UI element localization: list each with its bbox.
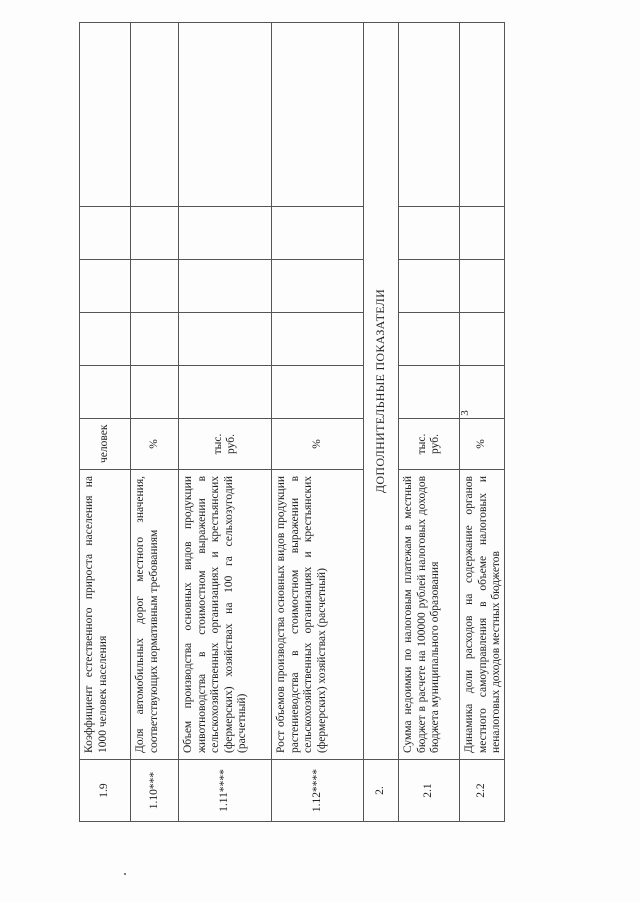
value-cell [460, 207, 505, 260]
value-cell [179, 260, 272, 313]
page-number: 3 [458, 410, 471, 416]
value-cell [460, 23, 505, 207]
section-number: 2. [364, 760, 399, 822]
table-row [131, 23, 179, 822]
value-cell [80, 260, 131, 313]
value-cell [272, 207, 364, 260]
value-cell [179, 207, 272, 260]
table-row [179, 23, 272, 822]
value-cell [272, 366, 364, 419]
section-header-row [364, 23, 399, 822]
value-cell [460, 260, 505, 313]
row-number: 2.2 [460, 760, 505, 822]
indicator-name: Доля автомобильных дорог местного значения, соответствующих нормативным требованиям [131, 470, 179, 760]
row-number: 1.12**** [272, 760, 364, 822]
value-cell [131, 260, 179, 313]
indicator-name: Сумма недоимки по налоговым платежам в местный бюджет в расчете на 100000 рублей налоговых доходов бюджета муниципального образования [399, 470, 460, 760]
unit-cell: % [460, 419, 505, 470]
value-cell [80, 313, 131, 366]
unit-cell: тыс. руб. [179, 419, 272, 470]
rotated-table-wrapper [79, 22, 502, 822]
value-cell [131, 313, 179, 366]
unit-cell: % [131, 419, 179, 470]
value-cell [272, 313, 364, 366]
table-row [272, 23, 364, 822]
value-cell [179, 23, 272, 207]
value-cell [80, 366, 131, 419]
indicator-name: Рост объемов производства основных видов продукции растениеводства в стоимостном выражении в сельскохозяйственных организациях и крестьянских (фермерских) хозяйствах (расчетный) [272, 470, 364, 760]
row-number: 1.11**** [179, 760, 272, 822]
unit-cell: % [272, 419, 364, 470]
value-cell [179, 366, 272, 419]
value-cell [131, 23, 179, 207]
value-cell [399, 207, 460, 260]
value-cell [399, 23, 460, 207]
value-cell [80, 207, 131, 260]
indicator-name: Коэффициент естественного прироста населения на 1000 человек населения [80, 470, 131, 760]
indicator-name: Динамика доли расходов на содержание органов местного самоуправления в объеме налоговых и неналоговых доходов местных бюджетов [460, 470, 505, 760]
value-cell [399, 366, 460, 419]
value-cell [80, 23, 131, 207]
scan-speck [124, 873, 126, 875]
value-cell [399, 260, 460, 313]
row-number: 2.1 [399, 760, 460, 822]
value-cell [399, 313, 460, 366]
value-cell [131, 366, 179, 419]
section-title: ДОПОЛНИТЕЛЬНЫЕ ПОКАЗАТЕЛИ [364, 23, 399, 760]
value-cell [272, 260, 364, 313]
row-number: 1.10*** [131, 760, 179, 822]
unit-cell: человек [80, 419, 131, 470]
value-cell [131, 207, 179, 260]
table-row [460, 23, 505, 822]
row-number: 1.9 [80, 760, 131, 822]
indicator-name: Объем производства основных видов продукции животноводства в стоимостном выражении в сельскохозяйственных организациях и крестьянских (фермерских) хозяйствах на 100 га сельхозугодий (расчетный) [179, 470, 272, 760]
indicators-table [79, 22, 505, 822]
value-cell [460, 313, 505, 366]
table-row [80, 23, 131, 822]
table-row [399, 23, 460, 822]
value-cell [460, 366, 505, 419]
unit-cell: тыс. руб. [399, 419, 460, 470]
value-cell [179, 313, 272, 366]
value-cell [272, 23, 364, 207]
